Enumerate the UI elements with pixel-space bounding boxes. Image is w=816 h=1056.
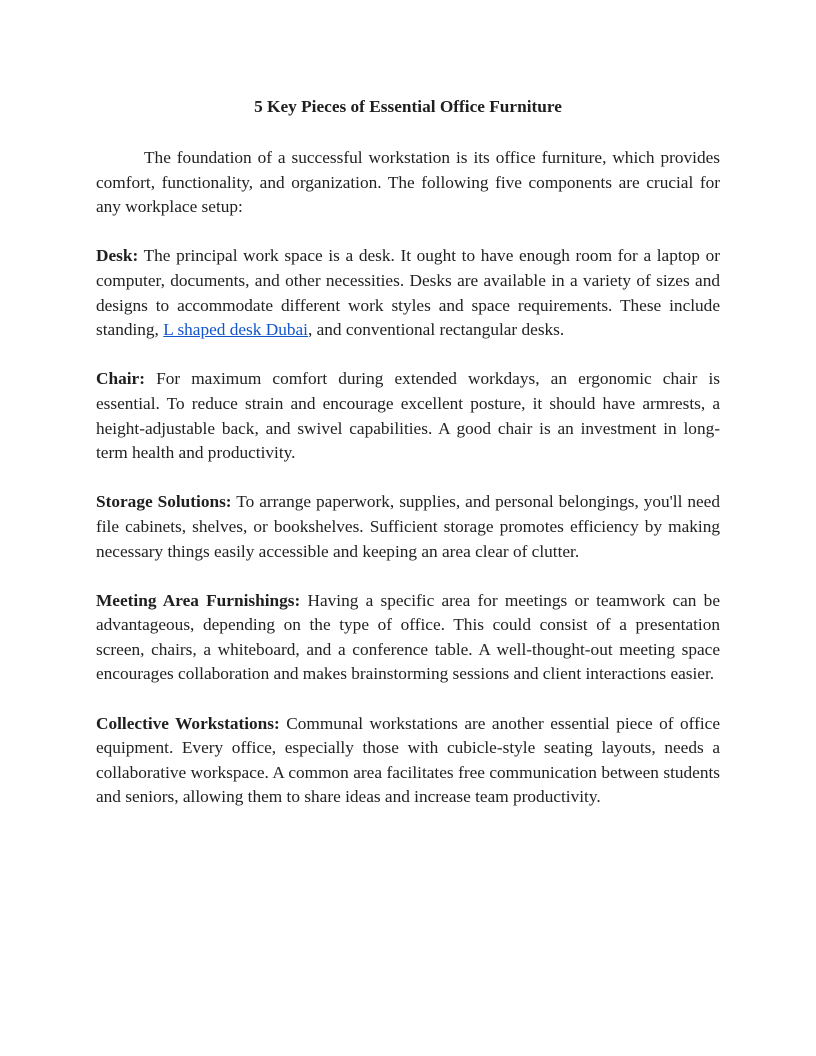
section-text-desk-before-link: The principal work space is a desk. It ought to have enough room for a laptop or computer, documents, and other necessities. Desks are available in a variety of sizes and designs to accommodate different work styles and space requirements. These include standing, bbox=[96, 246, 720, 340]
section-text-collective-workstations: Communal workstations are another essential piece of office equipment. Every office, especially those with cubicle-style seating layouts, needs a collaborative workspace. A common area facilitates free communication between students and seniors, allowing them to share ideas and increase team productivity. bbox=[96, 713, 720, 807]
section-term-collective-workstations: Collective Workstations: bbox=[96, 713, 280, 733]
section-term-meeting-area: Meeting Area Furnishings: bbox=[96, 590, 301, 610]
section-meeting-area bbox=[96, 589, 720, 687]
l-shaped-desk-link[interactable]: L shaped desk Dubai bbox=[163, 320, 308, 340]
section-desk bbox=[96, 244, 720, 342]
document-title: 5 Key Pieces of Essential Office Furniture bbox=[254, 97, 562, 116]
section-storage bbox=[96, 490, 720, 564]
intro-paragraph: The foundation of a successful workstation is its office furniture, which provides comfort, functionality, and organization. The following five components are crucial for any workplace setup: bbox=[96, 148, 720, 217]
section-collective-workstations bbox=[96, 712, 720, 810]
section-text-storage: To arrange paperwork, supplies, and personal belongings, you'll need file cabinets, shelves, or bookshelves. Sufficient storage promotes efficiency by making necessary things easily accessible and keeping an area clear of clutter. bbox=[96, 492, 720, 561]
document-page bbox=[96, 94, 720, 835]
section-chair bbox=[96, 367, 720, 465]
section-term-chair: Chair: bbox=[96, 369, 145, 389]
section-term-storage: Storage Solutions: bbox=[96, 492, 232, 512]
section-term-desk: Desk: bbox=[96, 246, 139, 266]
section-text-chair: For maximum comfort during extended workdays, an ergonomic chair is essential. To reduce strain and encourage excellent posture, it should have armrests, a height-adjustable back, and swivel capabilities. A good chair is an investment in long-term health and productivity. bbox=[96, 369, 720, 463]
section-text-desk-after-link: , and conventional rectangular desks. bbox=[307, 320, 565, 340]
section-text-meeting-area: Having a specific area for meetings or teamwork can be advantageous, depending on the type of office. This could consist of a presentation screen, chairs, a whiteboard, and a conference table. A well-thought-out meeting space encourages collaboration and makes brainstorming sessions and client interactions easier. bbox=[96, 590, 720, 684]
